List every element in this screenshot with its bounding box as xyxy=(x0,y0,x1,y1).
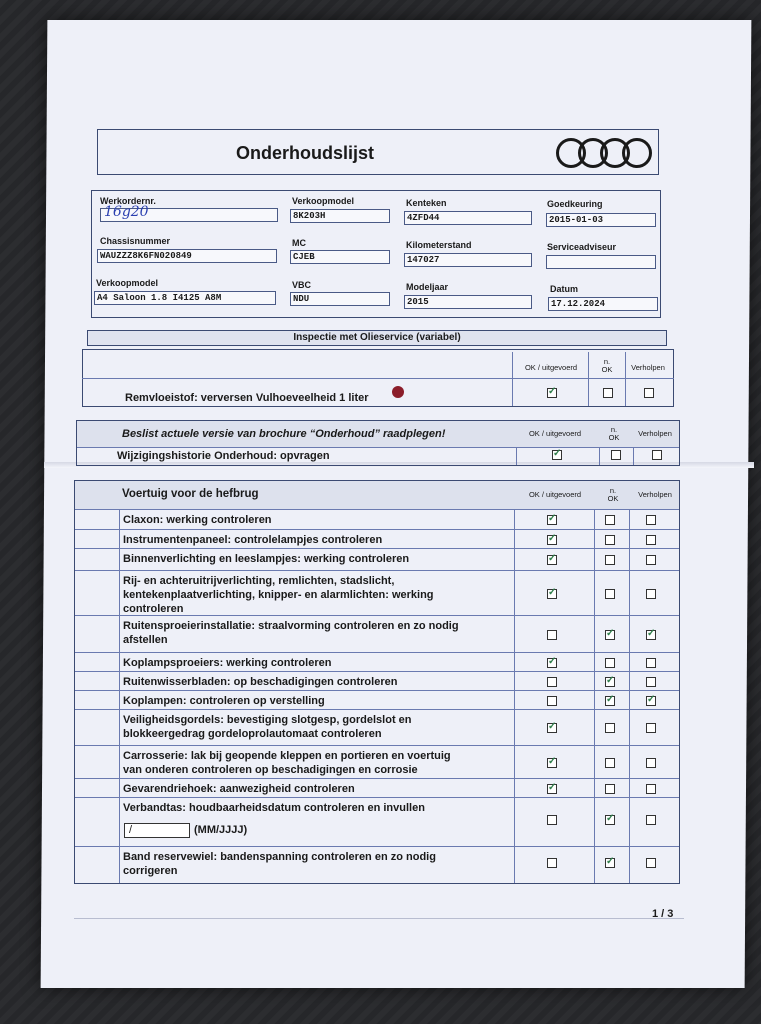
page-number: 1 / 3 xyxy=(652,908,674,920)
goedkeuring-label: Goedkeuring xyxy=(547,199,603,209)
s2-item-text: Wijzigingshistorie Onderhoud: opvragen xyxy=(117,450,330,462)
s1-col-fixed-header: Verholpen xyxy=(631,363,665,372)
vbc-label: VBC xyxy=(292,280,312,290)
s2-col-nok-line2: OK xyxy=(608,433,620,442)
kenteken-label: Kenteken xyxy=(406,198,447,208)
verbandtas-date-format: (MM/JJJJ) xyxy=(194,824,248,836)
row-ok-checkbox[interactable] xyxy=(547,555,557,565)
table-row xyxy=(75,652,679,671)
verbandtas-date-input[interactable]: / xyxy=(124,823,190,838)
row-text: Ruitenwisserbladen: op beschadigingen controleren xyxy=(123,676,398,688)
verkoopmodel-name-label: Verkoopmodel xyxy=(96,278,159,288)
row-text: Binnenverlichting en leeslampjes: werking controleren xyxy=(123,553,410,565)
s2-col-nok-header xyxy=(600,426,628,442)
row-nok-checkbox[interactable] xyxy=(605,658,615,668)
mc-field: CJEB xyxy=(290,250,390,264)
verkoopmodel-code-field: 8K203H xyxy=(290,209,390,223)
row-ok-checkbox[interactable] xyxy=(547,758,557,768)
datum-label: Datum xyxy=(550,284,579,294)
table-row xyxy=(75,570,679,615)
row-fixed-checkbox[interactable] xyxy=(646,858,656,868)
chassisnummer-label: Chassisnummer xyxy=(100,236,171,246)
datum-field: 17.12.2024 xyxy=(548,297,658,311)
s2-col-ok-header: OK / uitgevoerd xyxy=(528,429,582,438)
row-fixed-checkbox[interactable] xyxy=(646,696,656,706)
row-ok-checkbox[interactable] xyxy=(547,535,557,545)
section2-col-line xyxy=(516,447,517,465)
row-fixed-checkbox[interactable] xyxy=(646,515,656,525)
goedkeuring-field: 2015-01-03 xyxy=(546,213,656,227)
s1-item-ok-checkbox[interactable] xyxy=(547,388,557,398)
row-fixed-checkbox[interactable] xyxy=(646,535,656,545)
row-text: Ruitensproeierinstallatie: straalvorming controleren en zo nodig afstellen xyxy=(123,620,459,646)
verkoopmodel-code-label: Verkoopmodel xyxy=(292,196,355,206)
serviceadviseur-label: Serviceadviseur xyxy=(547,242,617,252)
row-fixed-checkbox[interactable] xyxy=(646,815,656,825)
row-nok-checkbox[interactable] xyxy=(605,535,615,545)
s2-col-fixed-header: Verholpen xyxy=(638,429,672,438)
table-row xyxy=(75,690,679,709)
red-dot-icon xyxy=(392,386,404,398)
row-ok-checkbox[interactable] xyxy=(547,784,557,794)
row-ok-checkbox[interactable] xyxy=(547,723,557,733)
row-ok-checkbox[interactable] xyxy=(547,696,557,706)
row-ok-checkbox[interactable] xyxy=(547,515,557,525)
row-nok-checkbox[interactable] xyxy=(605,677,615,687)
row-ok-checkbox[interactable] xyxy=(547,630,557,640)
row-text: Koplampen: controleren op verstelling xyxy=(123,695,325,707)
table-row xyxy=(75,846,679,883)
row-nok-checkbox[interactable] xyxy=(605,723,615,733)
row-text: Gevarendriehoek: aanwezigheid controleren xyxy=(123,783,355,795)
page-title: Onderhoudslijst xyxy=(236,143,375,163)
s1-col-nok-line1: n. xyxy=(603,357,611,366)
s1-col-nok-line2: OK xyxy=(601,365,613,374)
kilometerstand-label: Kilometerstand xyxy=(406,240,472,250)
s1-item-fixed-checkbox[interactable] xyxy=(644,388,654,398)
s3-col-fixed-header: Verholpen xyxy=(638,490,672,499)
s1-col-ok-header: OK / uitgevoerd xyxy=(524,363,578,372)
row-ok-checkbox[interactable] xyxy=(547,589,557,599)
row-fixed-checkbox[interactable] xyxy=(646,723,656,733)
s3-col-nok-line1: n. xyxy=(609,486,617,495)
footer-line xyxy=(74,918,684,919)
section1-col-line xyxy=(625,352,626,406)
chassisnummer-field: WAUZZZ8K6FN020849 xyxy=(97,249,277,263)
table-row xyxy=(75,615,679,652)
row-text: Band reservewiel: bandenspanning controleren en zo nodig corrigeren xyxy=(123,851,436,877)
row-nok-checkbox[interactable] xyxy=(605,696,615,706)
table-row xyxy=(75,709,679,745)
modeljaar-field: 2015 xyxy=(404,295,532,309)
row-fixed-checkbox[interactable] xyxy=(646,555,656,565)
row-ok-checkbox[interactable] xyxy=(547,658,557,668)
row-text: Rij- en achteruitrijverlichting, remlichten, stadslicht, kentekenplaatverlichting, knipper- en alarmlichten: werking controleren xyxy=(123,575,434,615)
s2-item-ok-checkbox[interactable] xyxy=(552,450,562,460)
vbc-field: NDU xyxy=(290,292,390,306)
s3-col-nok-line2: OK xyxy=(607,494,619,503)
row-ok-checkbox[interactable] xyxy=(547,815,557,825)
row-nok-checkbox[interactable] xyxy=(605,815,615,825)
werkordernr-label: Werkordernr. xyxy=(100,196,156,206)
row-fixed-checkbox[interactable] xyxy=(646,784,656,794)
s3-header: Voertuig voor de hefbrug xyxy=(122,488,259,500)
section2-col-line xyxy=(599,447,600,465)
row-nok-checkbox[interactable] xyxy=(605,858,615,868)
kenteken-field: 4ZFD44 xyxy=(404,211,532,225)
row-fixed-checkbox[interactable] xyxy=(646,658,656,668)
s2-item-fixed-checkbox[interactable] xyxy=(652,450,662,460)
row-fixed-checkbox[interactable] xyxy=(646,630,656,640)
row-fixed-checkbox[interactable] xyxy=(646,589,656,599)
table-row xyxy=(75,745,679,778)
row-fixed-checkbox[interactable] xyxy=(646,758,656,768)
table-row xyxy=(75,529,679,548)
table-row xyxy=(75,778,679,797)
s1-item-nok-checkbox[interactable] xyxy=(603,388,613,398)
row-text: Instrumentenpaneel: controlelampjes controleren xyxy=(123,534,383,546)
row-nok-checkbox[interactable] xyxy=(605,784,615,794)
table-row xyxy=(75,671,679,690)
section1-col-line xyxy=(588,352,589,406)
title-box xyxy=(97,129,659,175)
row-nok-checkbox[interactable] xyxy=(605,758,615,768)
serviceadviseur-field xyxy=(546,255,656,269)
table-row xyxy=(75,548,679,570)
s2-header: Beslist actuele versie van brochure “Onderhoud” raadplegen! xyxy=(122,428,446,440)
table-row xyxy=(75,509,679,529)
row-nok-checkbox[interactable] xyxy=(605,555,615,565)
row-fixed-checkbox[interactable] xyxy=(646,677,656,687)
audi-logo-icon xyxy=(556,138,652,168)
verkoopmodel-name-field: A4 Saloon 1.8 I4125 A8M xyxy=(94,291,276,305)
row-text: Carrosserie: lak bij geopende kleppen en portieren en voertuig van onderen controleren op beschadigingen en corrosie xyxy=(123,750,451,776)
row-nok-checkbox[interactable] xyxy=(605,630,615,640)
werkordernr-handwritten: 16g20 xyxy=(104,204,149,220)
row-nok-checkbox[interactable] xyxy=(605,589,615,599)
row-text: Koplampsproeiers: werking controleren xyxy=(123,657,332,669)
section2-row-divider xyxy=(77,447,679,448)
row-text: Verbandtas: houdbaarheidsdatum controleren en invullen xyxy=(123,802,425,814)
section1-col-line xyxy=(512,352,513,406)
mc-label: MC xyxy=(292,238,306,248)
kilometerstand-field: 147027 xyxy=(404,253,532,267)
row-ok-checkbox[interactable] xyxy=(547,858,557,868)
s1-col-nok-header xyxy=(592,358,622,374)
row-nok-checkbox[interactable] xyxy=(605,515,615,525)
row-text: Veiligheidsgordels: bevestiging slotgesp, gordelslot en blokkeergedrag gordeloprolautomaat controleren xyxy=(123,714,412,740)
table-row xyxy=(75,797,679,846)
row-ok-checkbox[interactable] xyxy=(547,677,557,687)
inspection-bar: Inspectie met Olieservice (variabel) xyxy=(87,330,667,346)
s2-item-nok-checkbox[interactable] xyxy=(611,450,621,460)
section2-col-line xyxy=(633,447,634,465)
s3-col-nok-header xyxy=(598,487,628,503)
s1-item-text: Remvloeistof: verversen Vulhoeveelheid 1 liter xyxy=(125,392,369,404)
s3-col-ok-header: OK / uitgevoerd xyxy=(528,490,582,499)
section1-row-divider xyxy=(82,378,674,379)
s2-col-nok-line1: n. xyxy=(610,425,618,434)
modeljaar-label: Modeljaar xyxy=(406,282,449,292)
row-text: Claxon: werking controleren xyxy=(123,514,272,526)
